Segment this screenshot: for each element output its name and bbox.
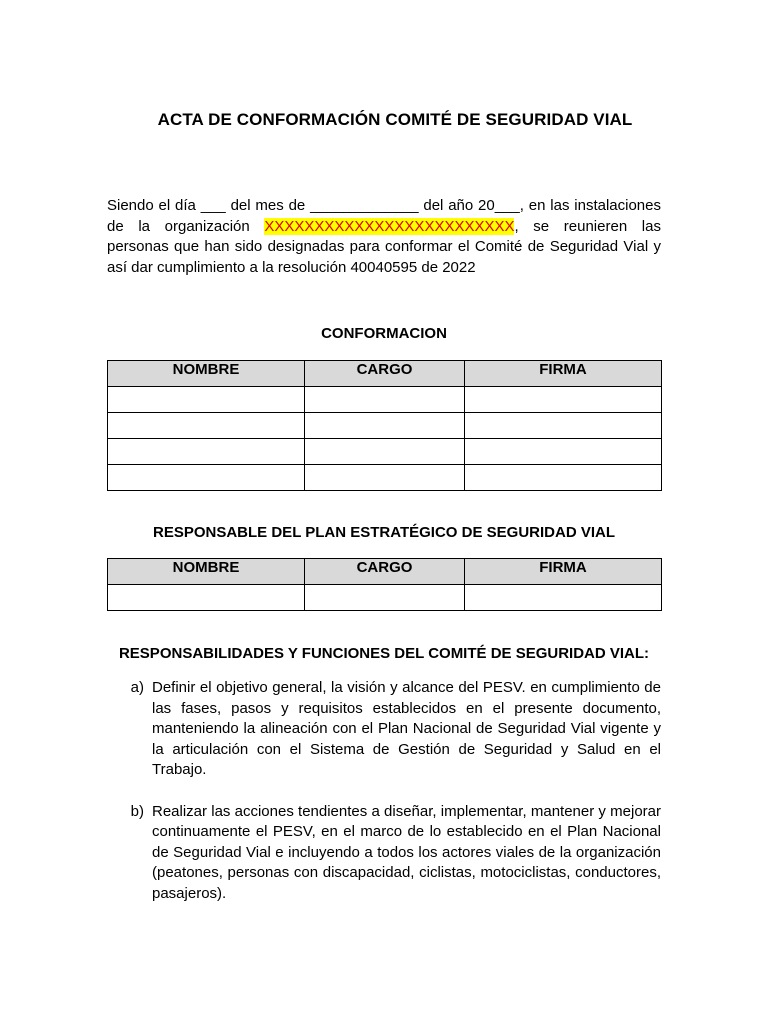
list-item-text: Realizar las acciones tendientes a diseñar, implementar, mantener y mejorar continuamente el PESV, en el marco de lo establecido en el Plan Nacional de Seguridad Vial e incluyendo a todos los actores viales de la organización (peatones, personas con discapacidad, ciclistas, motociclistas, conductores, pasajeros). xyxy=(152,802,661,902)
column-header-cargo: CARGO xyxy=(305,559,465,585)
list-item-text: Definir el objetivo general, la visión y alcance del PESV. en cumplimiento de las fases, pasos y requisitos establecidos en el presente documento, manteniendo la alineación con el Plan Nacional de Seguridad Vial vigente y la articulación con el Sistema de Gestión de Seguridad y Salud en el Trabajo. xyxy=(152,679,661,779)
table-row xyxy=(108,585,662,611)
cell-cargo[interactable] xyxy=(305,387,465,413)
cell-nombre[interactable] xyxy=(108,413,305,439)
table-row xyxy=(108,439,662,465)
document-title: ACTA DE CONFORMACIÓN COMITÉ DE SEGURIDAD VIAL xyxy=(157,110,633,129)
cell-nombre[interactable] xyxy=(108,387,305,413)
cell-firma[interactable] xyxy=(465,387,662,413)
table-header-row xyxy=(108,361,662,387)
column-header-firma: FIRMA xyxy=(465,559,662,585)
conformacion-table xyxy=(107,360,662,491)
list-item xyxy=(107,678,661,781)
cell-cargo[interactable] xyxy=(305,465,465,491)
intro-paragraph xyxy=(107,196,661,278)
cell-nombre[interactable] xyxy=(108,585,305,611)
organization-placeholder: XXXXXXXXXXXXXXXXXXXXXXXXX xyxy=(264,217,515,235)
column-header-nombre: NOMBRE xyxy=(108,559,305,585)
table-row xyxy=(108,413,662,439)
list-marker: b) xyxy=(130,802,144,820)
cell-firma[interactable] xyxy=(465,439,662,465)
cell-firma[interactable] xyxy=(465,465,662,491)
intro-text-after: , se reunieren las personas que han sido designadas para conformar el Comité de Seguridad Vial y así dar cumplimiento a la resolución 40040595 de 2022 xyxy=(107,217,661,276)
table-header-row xyxy=(108,559,662,585)
intro-text-before: Siendo el día ___ del mes de _____________ del año 20___, en las instalaciones de la organización xyxy=(107,197,661,235)
cell-firma[interactable] xyxy=(465,585,662,611)
cell-firma[interactable] xyxy=(465,413,662,439)
responsable-heading: RESPONSABLE DEL PLAN ESTRATÉGICO DE SEGURIDAD VIAL xyxy=(153,524,615,541)
column-header-cargo: CARGO xyxy=(305,361,465,387)
cell-nombre[interactable] xyxy=(108,465,305,491)
column-header-nombre: NOMBRE xyxy=(108,361,305,387)
conformacion-heading: CONFORMACION xyxy=(321,325,447,342)
funciones-heading: RESPONSABILIDADES Y FUNCIONES DEL COMITÉ DE SEGURIDAD VIAL: xyxy=(118,645,650,662)
list-marker: a) xyxy=(130,679,144,696)
column-header-firma: FIRMA xyxy=(465,361,662,387)
list-item xyxy=(107,802,661,905)
cell-nombre[interactable] xyxy=(108,439,305,465)
cell-cargo[interactable] xyxy=(305,439,465,465)
table-row xyxy=(108,465,662,491)
funciones-list xyxy=(107,678,661,905)
cell-cargo[interactable] xyxy=(305,413,465,439)
responsable-table xyxy=(107,558,662,611)
table-row xyxy=(108,387,662,413)
cell-cargo[interactable] xyxy=(305,585,465,611)
